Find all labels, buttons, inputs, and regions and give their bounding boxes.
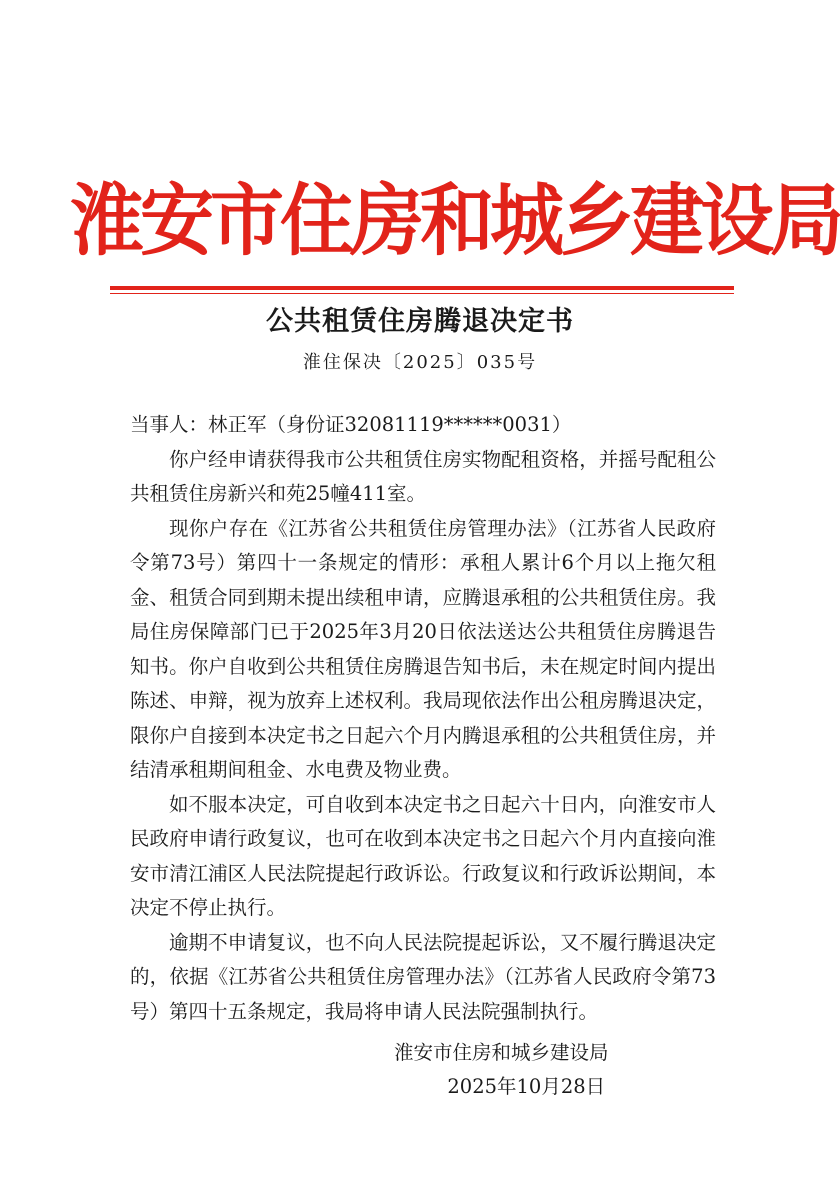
signature-date: 2025年10月28日 <box>447 1075 606 1098</box>
signature-issuer: 淮安市住房和城乡建设局 <box>394 1041 609 1064</box>
document-number: 淮住保决〔2025〕035号 <box>302 352 538 373</box>
body-paragraph: 如不服本决定，可自收到本决定书之日起六十日内，向淮安市人民政府申请行政复议，也可在收到本决定书之日起六个月内直接向淮安市清江浦区人民法院提起行政诉讼。行政复议和行政诉讼期间，本决定不停止执行。 <box>130 792 716 919</box>
body-paragraph: 你户经申请获得我市公共租赁住房实物配租资格，并摇号配租公共租赁住房新兴和苑25幢411室。 <box>130 447 716 505</box>
body-paragraph: 逾期不申请复议，也不向人民法院提起诉讼，又不履行腾退决定的，依据《江苏省公共租赁住房管理办法》（江苏省人民政府令第73号）第四十五条规定，我局将申请人民法院强制执行。 <box>130 930 716 1023</box>
letterhead-rule-thick <box>110 286 734 290</box>
party-line: 当事人：林正军（身份证32081119******0031） <box>130 413 572 436</box>
signature-block <box>394 1036 609 1104</box>
letterhead-title: 淮安市住房和城乡建设局 <box>70 175 840 267</box>
letterhead-rule-thin <box>110 293 734 294</box>
document-title: 公共租赁住房腾退决定书 <box>266 306 574 337</box>
document-body <box>130 408 716 1029</box>
body-paragraph: 现你户存在《江苏省公共租赁住房管理办法》（江苏省人民政府令第73号）第四十一条规定的情形：承租人累计6个月以上拖欠租金、租赁合同到期未提出续租申请，应腾退承租的公共租赁住房。我局住房保障部门已于2025年3月20日依法送达公共租赁住房腾退告知书。你户自收到公共租赁住房腾退告知书后，未在规定时间内提出陈述、申辩，视为放弃上述权利。我局现依法作出公租房腾退决定，限你户自接到本决定书之日起六个月内腾退承租的公共租赁住房，并结清承租期间租金、水电费及物业费。 <box>130 516 716 781</box>
